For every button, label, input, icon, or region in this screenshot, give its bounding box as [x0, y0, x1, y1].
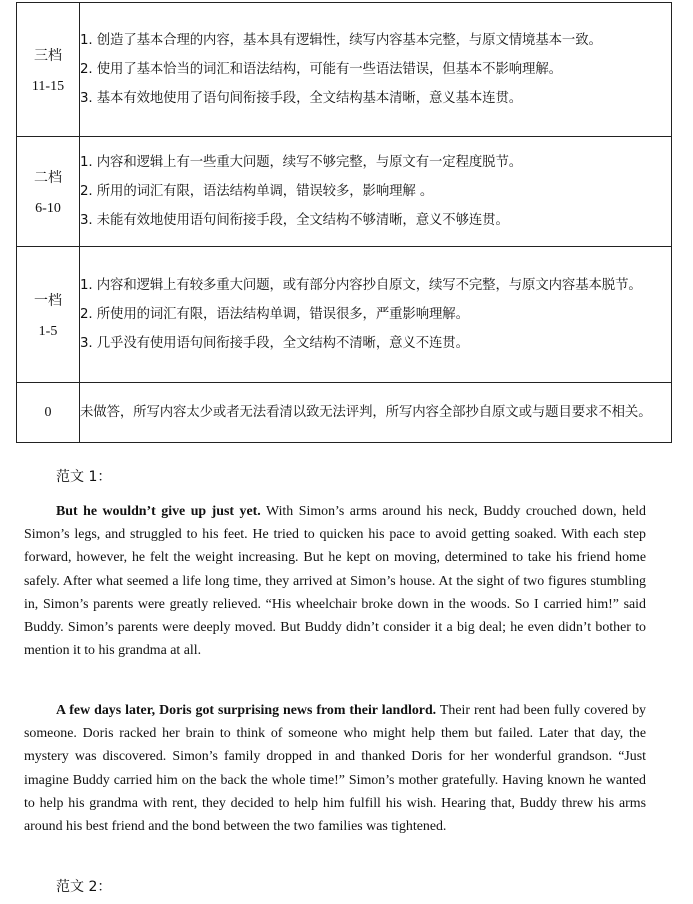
rubric-row-grade-3 [17, 3, 672, 137]
criterion: 2. 所使用的词汇有限，语法结构单调，错误很多，严重影响理解。 [80, 307, 469, 322]
rubric-row-grade-1 [17, 247, 672, 383]
grade-name: 一档 [34, 292, 62, 309]
criterion: 1. 创造了基本合理的内容，基本具有逻辑性，续写内容基本完整，与原文情境基本一致。 [80, 33, 602, 48]
paragraph-lead-sentence: A few days later, Doris got surprising news from their landlord. [56, 703, 437, 718]
grade-name: 二档 [34, 169, 62, 186]
criterion: 3. 未能有效地使用语句间衔接手段，全文结构不够清晰，意义不够连贯。 [80, 213, 509, 228]
criterion: 未做答，所写内容太少或者无法看清以致无法评判，所写内容全部抄自原文或与题目要求不相关。 [80, 405, 652, 420]
criterion: 3. 基本有效地使用了语句间衔接手段，全文结构基本清晰，意义基本连贯。 [80, 91, 523, 106]
paragraph-body: With Simon’s arms around his neck, Buddy crouched down, held Simon’s legs, and struggled to his feet. He tried to quicken his pace to avoid getting soaked. With each step forward, however, he felt the weight increasing. But he kept on moving, determined to take his friend home safely. After what seemed a life long time, they arrived at Simon’s house. At the sight of two figures stumbling in, Simon’s parents were greatly relieved. “His wheelchair broke down in the woods. So I carried him!” said Buddy. Simon’s parents were deeply moved. But Buddy didn’t consider it a big deal; he even didn’t bother to mention it to his grandma at all. [24, 504, 646, 659]
sample-1-paragraph-2 [24, 699, 646, 838]
criteria-cell [80, 247, 672, 383]
rubric-row-grade-0 [17, 383, 672, 443]
sample-1-label: 范文 1： [56, 469, 112, 485]
grade-cell [17, 247, 80, 383]
criterion: 2. 所用的词汇有限，语法结构单调，错误较多，影响理解 。 [80, 184, 434, 199]
grade-range: 6-10 [35, 200, 61, 216]
grade-range: 1-5 [38, 323, 58, 339]
grade-range: 0 [44, 404, 52, 420]
paragraph-body: Their rent had been fully covered by someone. Doris racked her brain to think of someone who might help them but failed. Later that day, the mystery was discovered. Simon’s family dropped in and thanked Doris for her wonderful grandson. “Just imagine Buddy carried him on the back the whole time!” Simon’s mother gratefully. Having known he wanted to help his grandma with rent, they decided to help him fulfill his wish. Hearing that, Buddy threw his arms around his best friend and the bond between the two families was tightened. [24, 703, 646, 835]
grade-range: 11-15 [31, 78, 65, 94]
criterion: 3. 几乎没有使用语句间衔接手段，全文结构不清晰，意义不连贯。 [80, 336, 469, 351]
paragraph-lead-sentence: But he wouldn’t give up just yet. [56, 504, 261, 519]
scoring-rubric-table [16, 2, 672, 443]
grade-cell [17, 137, 80, 247]
criterion: 1. 内容和逻辑上有一些重大问题，续写不够完整，与原文有一定程度脱节。 [80, 155, 523, 170]
rubric-row-grade-2 [17, 137, 672, 247]
grade-name: 三档 [34, 47, 62, 64]
grade-cell [17, 3, 80, 137]
grade-cell [17, 383, 80, 443]
criterion: 1. 内容和逻辑上有较多重大问题，或有部分内容抄自原文，续写不完整，与原文内容基本脱节。 [80, 278, 642, 293]
criteria-cell [80, 137, 672, 247]
sample-2-label: 范文 2： [56, 879, 112, 895]
criteria-cell [80, 383, 672, 443]
criteria-cell [80, 3, 672, 137]
criterion: 2. 使用了基本恰当的词汇和语法结构，可能有一些语法错误，但基本不影响理解。 [80, 62, 562, 77]
sample-1-paragraph-1 [24, 500, 646, 662]
